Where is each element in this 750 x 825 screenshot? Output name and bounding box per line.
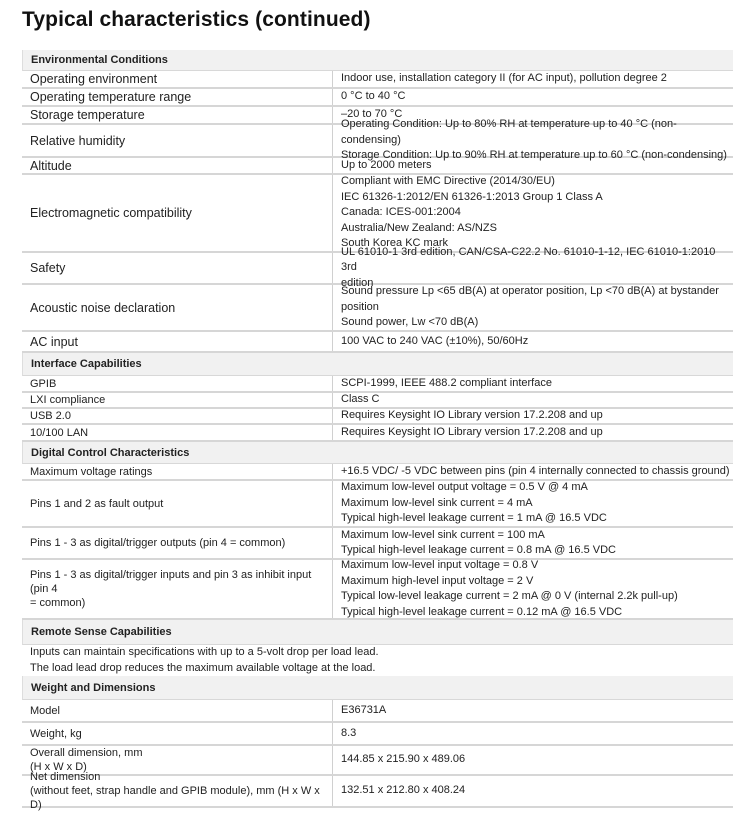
row-value (333, 285, 733, 330)
row-value (333, 332, 733, 351)
table-row (22, 560, 733, 620)
row-label (22, 425, 333, 440)
row-value (333, 158, 733, 173)
row-label (22, 481, 333, 526)
value-line: Maximum low-level sink current = 4 mA (341, 496, 533, 509)
characteristics-table (22, 50, 733, 811)
value-line: Typical high-level leakage current = 1 mA @ 16.5 VDC (341, 512, 607, 525)
value-line: –20 to 70 °C (341, 108, 403, 121)
row-label (22, 175, 333, 251)
table-row (22, 71, 733, 89)
label-line: Overall dimension, mm (30, 747, 143, 759)
value-line: Up to 2000 meters (341, 158, 432, 171)
row-label (22, 393, 333, 407)
value-line: Maximum low-level sink current = 100 mA (341, 528, 545, 541)
label-line: Model (30, 704, 60, 717)
table-row (22, 481, 733, 528)
table-row (22, 425, 733, 442)
row-value (333, 393, 733, 407)
value-line: Requires Keysight IO Library version 17.2.208 and up (341, 425, 603, 438)
label-line: USB 2.0 (30, 410, 71, 422)
value-line: Typical low-level leakage current = 2 mA @ 0 V (internal 2.2k pull-up) (341, 590, 678, 602)
value-line: Sound pressure Lp <65 dB(A) at operator position, Lp <70 dB(A) at bystander (341, 285, 719, 298)
table-row (22, 175, 733, 253)
label-line: Operating environment (30, 72, 158, 86)
table-row (22, 723, 733, 746)
value-line: edition (341, 276, 374, 289)
value-line: 144.85 x 215.90 x 489.06 (341, 753, 466, 766)
value-line: Requires Keysight IO Library version 17.2.208 and up (341, 409, 603, 422)
row-label (22, 409, 333, 423)
row-value (333, 71, 733, 87)
value-line: SCPI-1999, IEEE 488.2 compliant interface (341, 376, 552, 389)
label-line: GPIB (30, 377, 57, 390)
value-line: Indoor use, installation category II (for AC input), pollution degree 2 (341, 72, 667, 85)
section-heading: Remote Sense Capabilities (22, 620, 733, 645)
value-line: Storage Condition: Up to 90% RH at temperature up to 60 °C (non-condensing) (341, 149, 727, 162)
row-value (333, 425, 733, 440)
row-label (22, 285, 333, 330)
row-label (22, 71, 333, 87)
value-line: +16.5 VDC/ -5 VDC between pins (pin 4 internally connected to chassis ground) (341, 464, 730, 477)
label-line: Safety (30, 261, 66, 275)
value-line: Typical high-level leakage current = 0.12 mA @ 16.5 VDC (341, 605, 623, 618)
value-line: UL 61010-1 3rd edition, CAN/CSA-C22.2 No. 61010-1-12, IEC 61010-1:2010 3rd (341, 245, 716, 274)
table-row (22, 700, 733, 723)
table-row (22, 332, 733, 353)
value-line: IEC 61326-1:2012/EN 61326-1:2013 Group 1 Class A (341, 190, 603, 203)
label-line: Maximum voltage ratings (30, 465, 153, 478)
table-row (22, 409, 733, 425)
row-label (22, 528, 333, 558)
page-title: Typical characteristics (continued) (22, 8, 371, 31)
label-line: Storage temperature (30, 108, 145, 122)
value-line: 0 °C to 40 °C (341, 90, 406, 103)
section-heading: Interface Capabilities (22, 353, 733, 376)
value-line: 100 VAC to 240 VAC (±10%), 50/60Hz (341, 334, 529, 347)
value-line: 8.3 (341, 726, 357, 739)
value-line: Operating Condition: Up to 80% RH at temperature up to 40 °C (non-condensing) (341, 118, 677, 146)
value-line: Sound power, Lw <70 dB(A) (341, 316, 479, 329)
label-line: Relative humidity (30, 133, 126, 148)
row-value (333, 776, 733, 806)
value-line: 132.51 x 212.80 x 408.24 (341, 784, 466, 797)
label-line: Operating temperature range (30, 90, 192, 104)
label-line: Pins 1 - 3 as digital/trigger inputs and pin 3 as inhibit input (pin 4 (30, 569, 312, 595)
row-label (22, 464, 333, 479)
value-line: Australia/New Zealand: AS/NZS (341, 221, 497, 234)
row-label (22, 158, 333, 173)
label-line: (H x W x D) (30, 761, 87, 773)
table-row (22, 158, 733, 175)
value-line: Canada: ICES-001:2004 (341, 206, 461, 219)
row-label (22, 771, 333, 811)
note-text: The load lead drop reduces the maximum available voltage at the load. (30, 661, 376, 674)
value-line: position (341, 300, 379, 313)
row-value (333, 245, 733, 289)
row-value (333, 464, 733, 479)
value-line: Typical high-level leakage current = 0.8 mA @ 16.5 VDC (341, 544, 616, 556)
row-value (333, 481, 733, 526)
label-line: 10/100 LAN (30, 426, 89, 439)
row-value (333, 118, 733, 162)
row-value (333, 409, 733, 423)
value-line: South Korea KC mark (341, 237, 448, 250)
section-heading: Weight and Dimensions (22, 676, 733, 700)
value-line: Compliant with EMC Directive (2014/30/EU) (341, 175, 555, 188)
row-value (333, 560, 733, 618)
table-row (22, 464, 733, 481)
row-label (22, 700, 333, 721)
label-line: (without feet, strap handle and GPIB module), mm (H x W x D) (30, 785, 320, 811)
label-line: Acoustic noise declaration (30, 300, 176, 315)
value-line: Maximum low-level output voltage = 0.5 V @ 4 mA (341, 481, 588, 494)
value-line: Maximum low-level input voltage = 0.8 V (341, 559, 539, 571)
value-line: E36731A (341, 703, 387, 716)
label-line: Pins 1 and 2 as fault output (30, 497, 164, 510)
label-line: Altitude (30, 158, 72, 173)
row-label (22, 723, 333, 744)
label-line: Electromagnetic compatibility (30, 206, 192, 220)
row-label (22, 89, 333, 105)
table-row (22, 393, 733, 409)
row-label (22, 253, 333, 283)
table-row (22, 285, 733, 332)
row-value (333, 723, 733, 744)
row-label (22, 560, 333, 618)
value-line: Class C (341, 393, 380, 406)
row-label (22, 125, 333, 156)
row-label (22, 107, 333, 123)
row-label (22, 332, 333, 351)
table-row (22, 771, 733, 811)
table-row (22, 376, 733, 393)
label-line: = common) (30, 597, 86, 609)
section-heading: Digital Control Characteristics (22, 442, 733, 464)
row-value (333, 700, 733, 721)
label-line: AC input (30, 334, 78, 349)
note-text: Inputs can maintain specifications with up to a 5-volt drop per load lead. (30, 646, 379, 658)
table-row (22, 118, 733, 162)
row-value (333, 376, 733, 391)
table-row (22, 528, 733, 560)
table-row (22, 245, 733, 289)
row-value (333, 528, 733, 558)
table-row (22, 89, 733, 107)
row-value (333, 89, 733, 105)
label-line: Net dimension (30, 771, 101, 783)
row-value (333, 746, 733, 774)
label-line: Pins 1 - 3 as digital/trigger outputs (pin 4 = common) (30, 537, 286, 549)
section-heading: Environmental Conditions (22, 50, 733, 71)
label-line: LXI compliance (30, 394, 106, 406)
row-value (333, 175, 733, 251)
row-label (22, 376, 333, 391)
label-line: Weight, kg (30, 727, 82, 740)
value-line: Maximum high-level input voltage = 2 V (341, 574, 534, 587)
